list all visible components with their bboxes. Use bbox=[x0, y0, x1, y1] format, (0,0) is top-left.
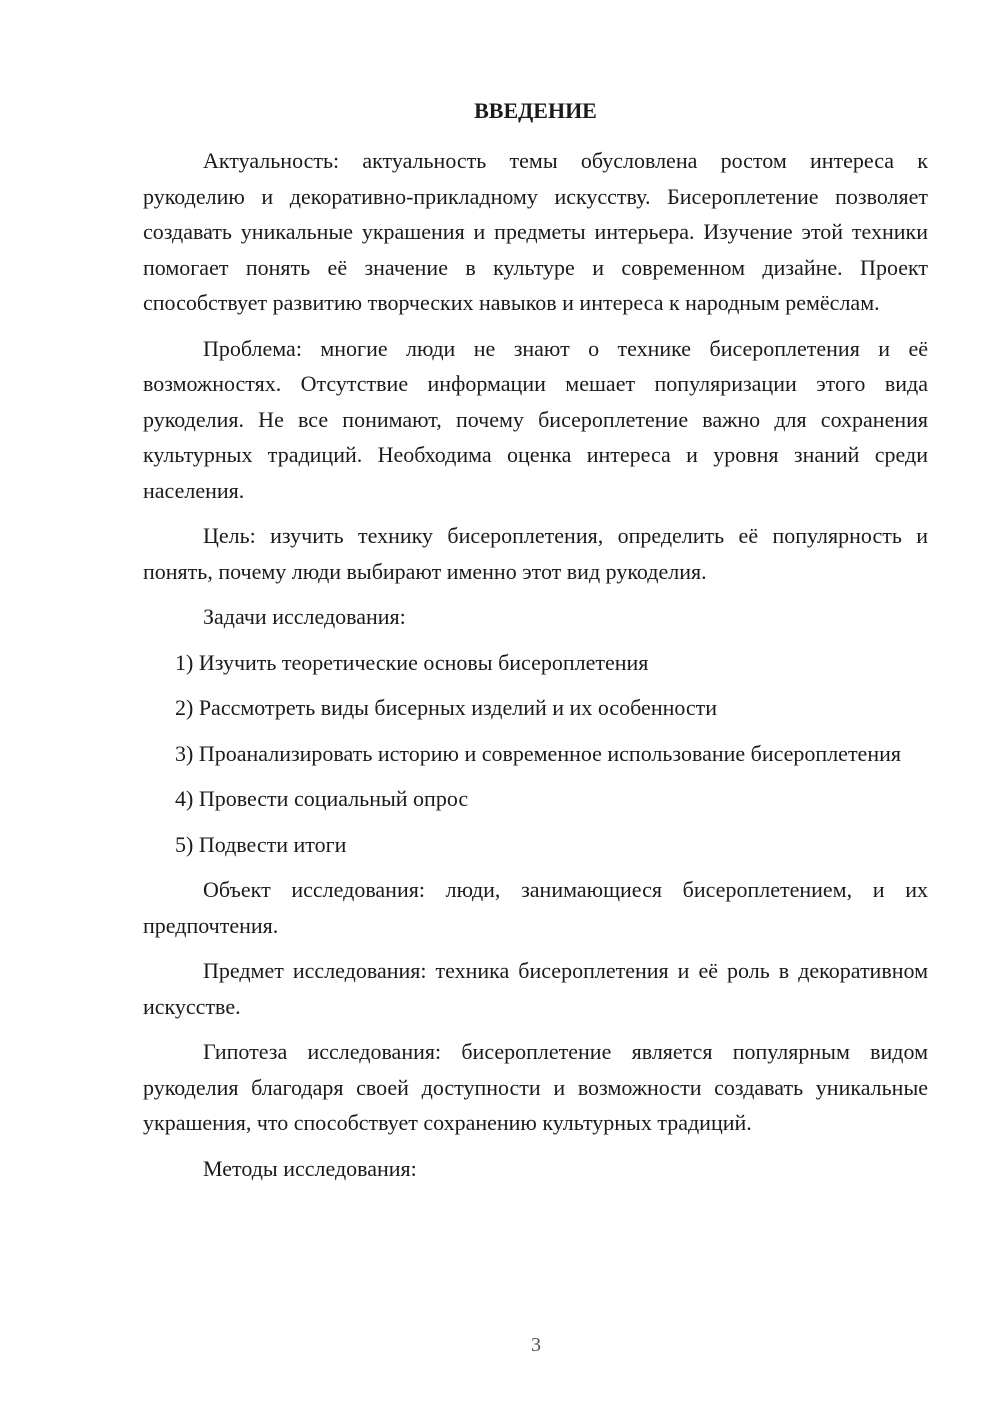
paragraph-tasks-heading: Задачи исследования: bbox=[203, 604, 406, 629]
task-item-5: 5) Подвести итоги bbox=[175, 831, 347, 857]
task-item-1: 1) Изучить теоретические основы бисероплетения bbox=[175, 649, 649, 675]
task-item-3: 3) Проанализировать историю и современное использование бисероплетения bbox=[175, 740, 901, 766]
page-number: 3 bbox=[531, 1334, 541, 1356]
task-item-2: 2) Рассмотреть виды бисерных изделий и их особенности bbox=[175, 695, 718, 720]
paragraph-relevance: Актуальность: актуальность темы обусловлена ростом интереса к рукоделию и декоративно-прикладному искусству. Бисероплетение позволяет создавать уникальные украшения и предметы интерьера. Изучение этой техники помогает понять её значение в культуре и современном дизайне. Проект способствует развитию творческих навыков и интереса к народным ремёслам. bbox=[143, 148, 928, 315]
paragraph-subject: Предмет исследования: техника бисероплетения и её роль в декоративном искусстве. bbox=[143, 958, 928, 1019]
section-title: ВВЕДЕНИЕ bbox=[474, 98, 597, 123]
paragraph-hypothesis: Гипотеза исследования: бисероплетение является популярным видом рукоделия благодаря своей доступности и возможности создавать уникальные украшения, что способствует сохранению культурных традиций. bbox=[143, 1039, 928, 1135]
paragraph-object: Объект исследования: люди, занимающиеся бисероплетением, и их предпочтения. bbox=[143, 877, 928, 938]
document-body bbox=[143, 143, 928, 1196]
paragraph-goal: Цель: изучить технику бисероплетения, определить её популярность и понять, почему люди выбирают именно этот вид рукоделия. bbox=[143, 523, 928, 584]
paragraph-problem: Проблема: многие люди не знают о технике бисероплетения и её возможностях. Отсутствие информации мешает популяризации этого вида рукоделия. Не все понимают, почему бисероплетение важно для сохранения культурных традиций. Необходима оценка интереса и уровня знаний среди населения. bbox=[143, 335, 928, 503]
task-item-4: 4) Провести социальный опрос bbox=[175, 786, 469, 811]
paragraph-methods: Методы исследования: bbox=[203, 1155, 417, 1181]
